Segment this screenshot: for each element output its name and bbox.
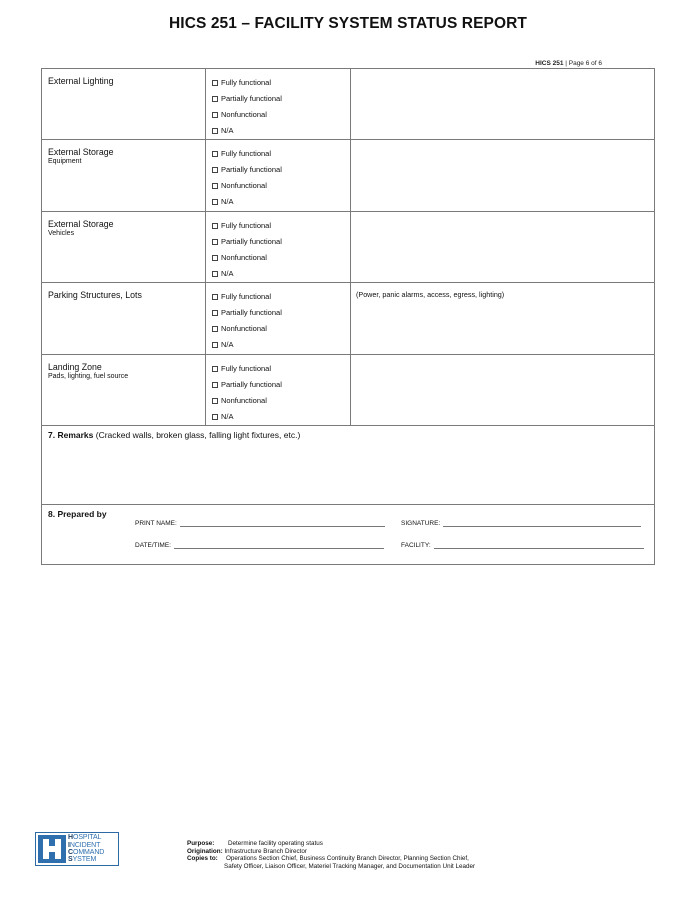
print-name-input[interactable] bbox=[180, 519, 385, 527]
system-row bbox=[42, 212, 654, 283]
checkbox-icon[interactable] bbox=[212, 151, 218, 157]
checkbox-icon[interactable] bbox=[212, 255, 218, 261]
facility-status-form bbox=[41, 68, 655, 565]
signature-label: SIGNATURE: bbox=[401, 519, 441, 527]
origination-line: Origination: Infrastructure Branch Director bbox=[187, 847, 308, 855]
status-option[interactable]: Fully functional bbox=[212, 75, 350, 91]
footer-info bbox=[187, 840, 475, 870]
checkbox-icon[interactable] bbox=[212, 342, 218, 348]
status-option[interactable]: Fully functional bbox=[212, 361, 350, 377]
status-option[interactable]: Nonfunctional bbox=[212, 321, 350, 337]
checkbox-icon[interactable] bbox=[212, 310, 218, 316]
system-name-cell bbox=[42, 355, 206, 425]
status-option[interactable]: N/A bbox=[212, 266, 350, 282]
purpose-line: Purpose: Determine facility operating status bbox=[187, 840, 323, 847]
status-cell bbox=[206, 283, 351, 353]
system-name: External Lighting bbox=[48, 76, 114, 86]
page-label bbox=[535, 60, 602, 67]
comments-cell[interactable]: (Power, panic alarms, access, egress, lighting) bbox=[356, 290, 505, 300]
system-subtitle: Vehicles bbox=[48, 229, 75, 237]
page-number: | Page 6 of 6 bbox=[565, 60, 602, 67]
copies-line: Copies to: Operations Section Chief, Business Continuity Branch Director, Planning Section Chief, bbox=[187, 855, 469, 863]
system-row bbox=[42, 283, 654, 354]
checkbox-icon[interactable] bbox=[212, 80, 218, 86]
status-cell bbox=[206, 140, 351, 210]
comments-cell[interactable] bbox=[351, 355, 654, 425]
status-option[interactable]: Nonfunctional bbox=[212, 393, 350, 409]
system-name: External Storage bbox=[48, 218, 114, 229]
status-option[interactable]: N/A bbox=[212, 409, 350, 425]
signature-input[interactable] bbox=[443, 519, 641, 527]
status-option[interactable]: N/A bbox=[212, 337, 350, 353]
checkbox-icon[interactable] bbox=[212, 326, 218, 332]
system-row bbox=[42, 355, 654, 426]
facility-label: FACILITY: bbox=[401, 541, 431, 549]
status-option[interactable]: N/A bbox=[212, 194, 350, 210]
comments-cell[interactable] bbox=[351, 140, 654, 210]
system-row bbox=[42, 140, 654, 211]
status-option[interactable]: Nonfunctional bbox=[212, 107, 350, 123]
system-name: Landing Zone bbox=[48, 361, 102, 372]
status-option[interactable]: Partially functional bbox=[212, 234, 350, 250]
checkbox-icon[interactable] bbox=[212, 271, 218, 277]
system-name-cell bbox=[42, 140, 206, 210]
remarks-section[interactable] bbox=[42, 426, 654, 505]
logo-text: HOSPITAL INCIDENT COMMAND SYSTEM bbox=[68, 834, 105, 864]
status-option[interactable]: Nonfunctional bbox=[212, 178, 350, 194]
status-option[interactable]: Partially functional bbox=[212, 91, 350, 107]
status-cell bbox=[206, 69, 351, 139]
checkbox-icon[interactable] bbox=[212, 398, 218, 404]
system-name: External Storage bbox=[48, 147, 114, 158]
facility-input[interactable] bbox=[434, 541, 644, 549]
prepared-by-label: 8. Prepared by bbox=[48, 508, 107, 519]
hics-logo bbox=[35, 832, 119, 866]
datetime-field[interactable] bbox=[135, 541, 384, 549]
checkbox-icon[interactable] bbox=[212, 382, 218, 388]
system-subtitle: Equipment bbox=[48, 158, 82, 166]
form-code: HICS 251 bbox=[535, 60, 564, 67]
checkbox-icon[interactable] bbox=[212, 366, 218, 372]
system-name-cell bbox=[42, 69, 206, 139]
signature-field[interactable] bbox=[401, 519, 641, 527]
status-option[interactable]: Fully functional bbox=[212, 218, 350, 234]
datetime-input[interactable] bbox=[174, 541, 384, 549]
status-option[interactable]: Nonfunctional bbox=[212, 250, 350, 266]
status-option[interactable]: Partially functional bbox=[212, 305, 350, 321]
status-cell bbox=[206, 212, 351, 282]
system-name-cell bbox=[42, 212, 206, 282]
status-option[interactable]: Partially functional bbox=[212, 377, 350, 393]
status-cell bbox=[206, 355, 351, 425]
checkbox-icon[interactable] bbox=[212, 183, 218, 189]
remarks-hint: (Cracked walls, broken glass, falling light fixtures, etc.) bbox=[93, 429, 301, 440]
checkbox-icon[interactable] bbox=[212, 414, 218, 420]
remarks-label: 7. Remarks bbox=[48, 429, 94, 440]
status-option[interactable]: Fully functional bbox=[212, 146, 350, 162]
facility-field[interactable] bbox=[401, 541, 644, 549]
hospital-h-icon bbox=[38, 835, 66, 863]
document-title: HICS 251 – FACILITY SYSTEM STATUS REPORT bbox=[169, 15, 527, 32]
checkbox-icon[interactable] bbox=[212, 128, 218, 134]
status-option[interactable]: Fully functional bbox=[212, 289, 350, 305]
checkbox-icon[interactable] bbox=[212, 96, 218, 102]
system-row bbox=[42, 69, 654, 140]
print-name-label: PRINT NAME: bbox=[135, 519, 177, 527]
checkbox-icon[interactable] bbox=[212, 294, 218, 300]
prepared-by-section bbox=[42, 505, 654, 564]
system-name-cell bbox=[42, 283, 206, 353]
checkbox-icon[interactable] bbox=[212, 167, 218, 173]
copies-line-2: Safety Officer, Liaison Officer, Materiel Tracking Manager, and Documentation Unit Leader bbox=[224, 862, 476, 870]
checkbox-icon[interactable] bbox=[212, 112, 218, 118]
datetime-label: DATE/TIME: bbox=[135, 541, 171, 549]
comments-cell[interactable] bbox=[351, 69, 654, 139]
checkbox-icon[interactable] bbox=[212, 223, 218, 229]
print-name-field[interactable] bbox=[135, 519, 385, 527]
system-name: Parking Structures, Lots bbox=[48, 290, 142, 301]
system-subtitle: Pads, lighting, fuel source bbox=[48, 372, 129, 380]
checkbox-icon[interactable] bbox=[212, 199, 218, 205]
checkbox-icon[interactable] bbox=[212, 239, 218, 245]
status-option[interactable]: Partially functional bbox=[212, 162, 350, 178]
comments-cell[interactable] bbox=[351, 212, 654, 282]
status-option[interactable]: N/A bbox=[212, 123, 350, 139]
